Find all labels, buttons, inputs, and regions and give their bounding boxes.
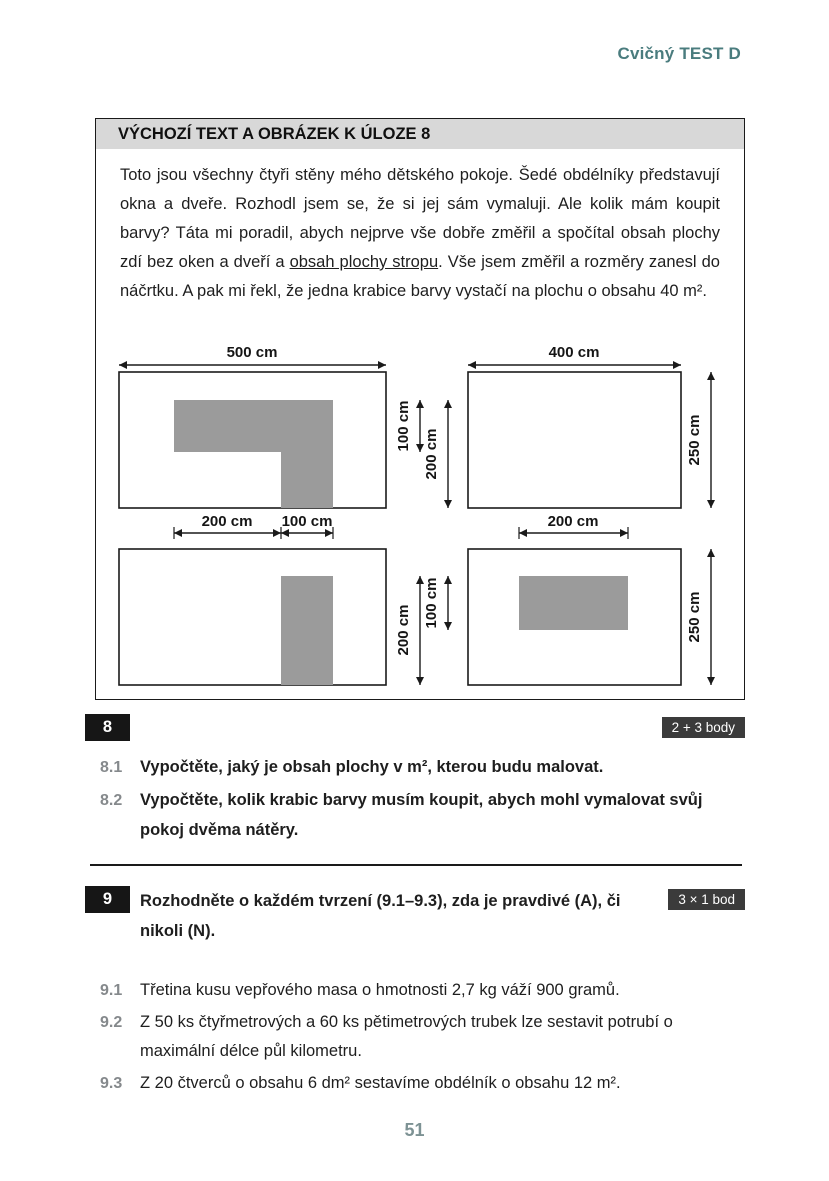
wall2-width-label: 400 cm — [548, 344, 600, 361]
wall3-outline — [119, 549, 386, 685]
wall3-short-height-label: 100 cm — [423, 577, 440, 629]
question-8-items — [85, 752, 745, 845]
question-item-9-1 — [100, 976, 745, 1005]
wall3-door — [281, 576, 333, 685]
subquestion-text: Třetina kusu vepřového masa o hmotnosti 2,7 kg váží 900 gramů. — [140, 981, 620, 999]
walls-diagram — [96, 335, 746, 699]
source-box — [95, 118, 745, 700]
question-item-9-2 — [100, 1008, 745, 1066]
question-9-points-badge: 3 × 1 bod — [668, 889, 745, 910]
subquestion-text: Vypočtěte, jaký je obsah plochy v m², kterou budu malovat. — [140, 758, 604, 776]
source-text-underlined-phrase: obsah plochy stropu — [289, 253, 439, 271]
question-item-8-1 — [100, 752, 745, 782]
document-header: Cvičný TEST D — [617, 44, 741, 63]
wall1-window-width-label: 200 cm — [201, 513, 253, 530]
subquestion-text: Z 20 čtverců o obsahu 6 dm² sestavíme obdélník o obsahu 12 m². — [140, 1074, 621, 1092]
wall1-door — [281, 400, 333, 508]
question-8 — [85, 714, 745, 848]
question-9-prompt: Rozhodněte o každém tvrzení (9.1–9.3), zda je pravdivé (A), či nikoli (N). — [140, 892, 621, 940]
wall4-window — [519, 576, 628, 630]
wall3-door-height-label: 200 cm — [395, 604, 412, 656]
wall1-width-label: 500 cm — [226, 344, 278, 361]
wall2-height-label: 250 cm — [686, 414, 703, 466]
wall1-door-width-label: 100 cm — [281, 513, 333, 530]
question-8-points-badge: 2 + 3 body — [662, 717, 745, 738]
subquestion-number: 8.1 — [100, 759, 123, 776]
wall1-window-height-label: 100 cm — [395, 400, 412, 452]
question-9 — [85, 886, 745, 1101]
subquestion-number: 9.1 — [100, 982, 123, 999]
question-item-8-2 — [100, 785, 745, 845]
source-text-run-1: Toto jsou všechny čtyři stěny mého dětského pokoje. Šedé obdélníky představují okna a dveře. Rozhodl jsem se, že si jej sám vymaluji. Ale kolik mám koupit barvy? Táta mi poradil, abych nejprve vše dobře změřil a spočítal obsah plochy zdí bez oken a dveří a — [120, 166, 720, 271]
source-text-run-2: . Vše jsem změřil a rozměry zanesl do náčrtku. A pak mi řekl, že jedna krabice barvy vystačí na plochu o obsahu 40 m². — [120, 253, 720, 300]
wall1-window — [174, 400, 281, 452]
subquestion-text: Z 50 ks čtyřmetrových a 60 ks pětimetrových trubek lze sestavit potrubí o maximální délce půl kilometru. — [140, 1013, 673, 1060]
question-9-items — [85, 976, 745, 1098]
question-item-9-3 — [100, 1069, 745, 1098]
question-9-number-box: 9 — [85, 886, 130, 913]
section-divider — [90, 864, 742, 866]
wall1-door-height-label: 200 cm — [423, 428, 440, 480]
subquestion-number: 8.2 — [100, 792, 123, 809]
subquestion-text: Vypočtěte, kolik krabic barvy musím koupit, abych mohl vymalovat svůj pokoj dvěma nátěry. — [140, 791, 703, 839]
question-8-number-box: 8 — [85, 714, 130, 741]
wall4-height-label: 250 cm — [686, 591, 703, 643]
source-text-paragraph — [96, 149, 744, 306]
subquestion-number: 9.2 — [100, 1014, 123, 1031]
page-number: 51 — [404, 1120, 425, 1140]
question-8-header — [85, 714, 745, 741]
wall4-window-width-label: 200 cm — [547, 513, 599, 530]
subquestion-number: 9.3 — [100, 1075, 123, 1092]
source-box-title: VÝCHOZÍ TEXT A OBRÁZEK K ÚLOZE 8 — [96, 119, 744, 149]
question-9-header — [85, 886, 745, 946]
wall2-outline — [468, 372, 681, 508]
